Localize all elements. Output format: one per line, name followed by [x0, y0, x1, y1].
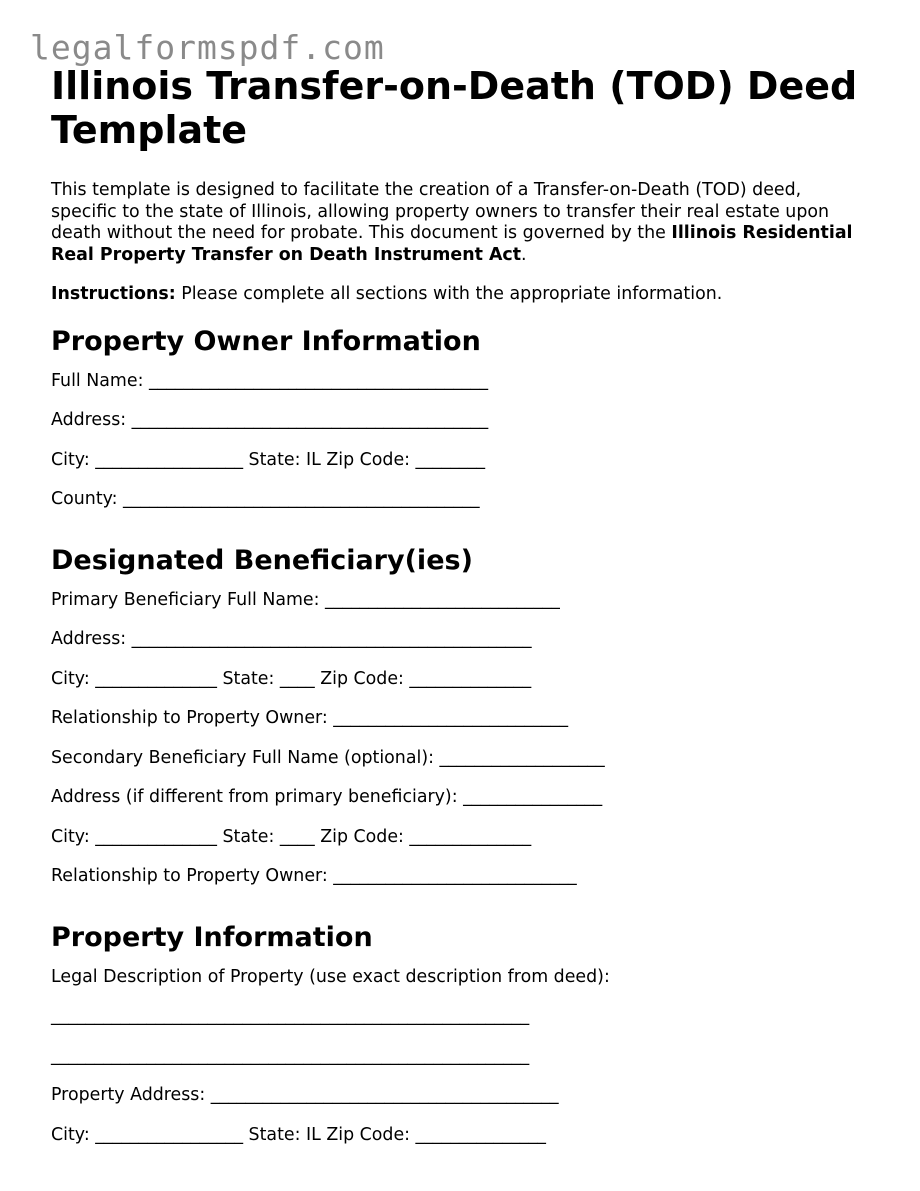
owner-full-name-field[interactable]: Full Name: _______________________________________ [51, 370, 489, 391]
intro-paragraph [51, 180, 871, 266]
instructions-label: Instructions: [51, 284, 176, 304]
property-fields [51, 967, 871, 1165]
secondary-beneficiary-address-field[interactable]: Address (if different from primary beneficiary): ________________ [51, 787, 603, 807]
act-name: Illinois Residential Real Property Transfer on Death Instrument Act [51, 223, 853, 265]
instructions-text: Please complete all sections with the appropriate information. [175, 284, 723, 304]
primary-beneficiary-address-field[interactable]: Address: ______________________________________________ [51, 629, 532, 649]
watermark-logo: legalformspdf.com [30, 28, 385, 67]
intro-text: This template is designed to facilitate the creation of a Transfer-on-Death (TOD) deed, specific to the state of Illinois, allowing property owners to transfer their real estate upon death without the need for probate. This document is governed by the [51, 180, 830, 243]
owner-section-heading: Property Owner Information [51, 325, 481, 357]
secondary-beneficiary-relationship-field[interactable]: Relationship to Property Owner: ____________________________ [51, 866, 577, 886]
legal-description-label: Legal Description of Property (use exact description from deed): [51, 966, 610, 987]
instructions-paragraph [51, 284, 871, 306]
primary-beneficiary-relationship-field[interactable]: Relationship to Property Owner: ___________________________ [51, 708, 569, 728]
document-page [51, 64, 871, 1164]
document-title: Illinois Transfer-on-Death (TOD) Deed Template [51, 64, 858, 152]
owner-city-state-zip-field[interactable]: City: _________________ State: IL Zip Code: ________ [51, 449, 486, 470]
beneficiary-fields [51, 590, 871, 906]
property-section-heading: Property Information [51, 921, 373, 953]
beneficiary-section-heading: Designated Beneficiary(ies) [51, 544, 473, 576]
property-city-state-zip-field[interactable]: City: _________________ State: IL Zip Code: _______________ [51, 1124, 546, 1145]
legal-description-line-1[interactable]: _______________________________________________________ [51, 1006, 530, 1026]
intro-end: . [521, 244, 527, 265]
owner-county-field[interactable]: County: _________________________________________ [51, 489, 480, 509]
owner-address-field[interactable]: Address: _________________________________________ [51, 410, 489, 430]
property-address-field[interactable]: Property Address: ________________________________________ [51, 1085, 559, 1105]
primary-beneficiary-name-field[interactable]: Primary Beneficiary Full Name: ___________________________ [51, 589, 560, 610]
secondary-beneficiary-city-state-zip-field[interactable]: City: ______________ State: ____ Zip Code: ______________ [51, 826, 532, 847]
primary-beneficiary-city-state-zip-field[interactable]: City: ______________ State: ____ Zip Code: ______________ [51, 668, 532, 689]
legal-description-line-2[interactable]: _______________________________________________________ [51, 1045, 530, 1066]
owner-fields [51, 371, 871, 529]
secondary-beneficiary-name-field[interactable]: Secondary Beneficiary Full Name (optional): ___________________ [51, 747, 605, 768]
